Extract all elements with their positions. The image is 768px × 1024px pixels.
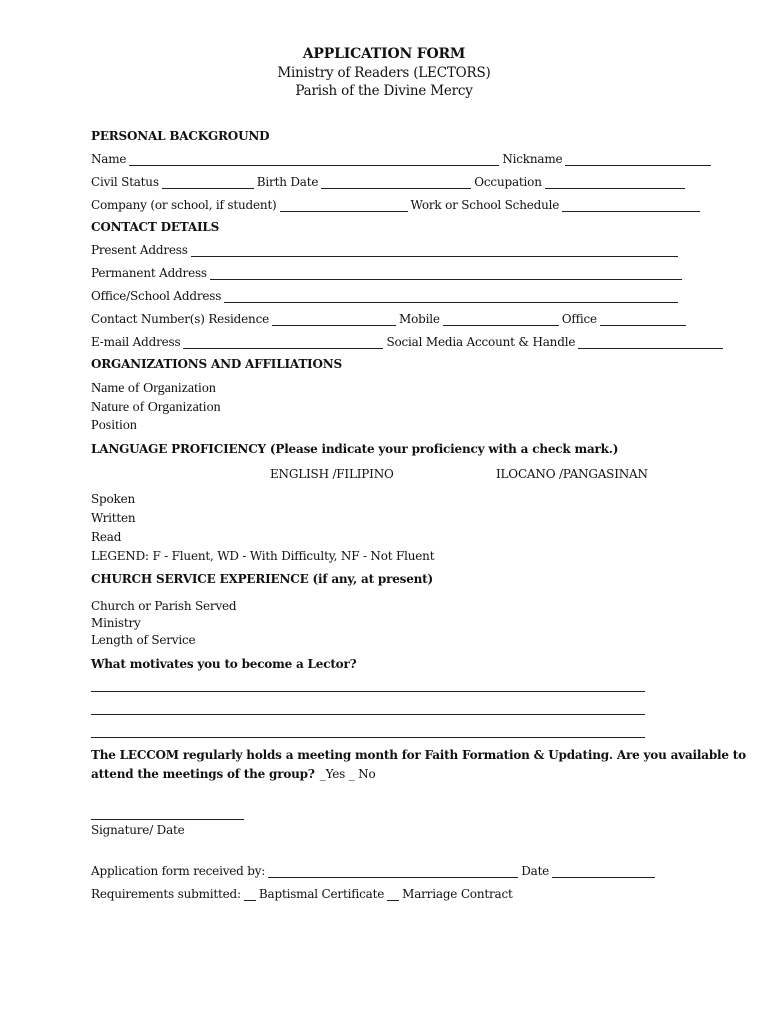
civil-status-label: Civil Status	[91, 175, 159, 189]
name-field[interactable]	[129, 154, 499, 166]
occupation-label: Occupation	[474, 175, 542, 189]
marriage-checkbox[interactable]	[387, 889, 399, 901]
received-date-label: Date	[521, 864, 550, 878]
motivation-answer-line-2[interactable]	[91, 714, 645, 715]
email-label: E-mail Address	[91, 335, 181, 349]
company-field[interactable]	[280, 200, 408, 212]
present-address-field[interactable]	[191, 245, 678, 257]
meeting-question-line-2-row	[91, 763, 375, 782]
written-label: Written	[91, 511, 136, 525]
contact-details-heading: CONTACT DETAILS	[91, 220, 220, 234]
requirements-row	[91, 887, 513, 901]
permanent-address-field[interactable]	[210, 268, 682, 280]
contact-residence-label: Contact Number(s) Residence	[91, 312, 269, 326]
spoken-label: Spoken	[91, 492, 136, 506]
permanent-address-row	[91, 266, 685, 280]
email-field[interactable]	[183, 337, 383, 349]
form-subtitle: Ministry of Readers (LECTORS)	[277, 65, 491, 81]
english-filipino-column: ENGLISH /FILIPINO	[270, 467, 394, 481]
church-served-label: Church or Parish Served	[91, 599, 237, 613]
proficiency-legend: LEGEND: F - Fluent, WD - With Difficulty, NF - Not Fluent	[91, 549, 435, 563]
schedule-label: Work or School Schedule	[410, 198, 560, 212]
nickname-label: Nickname	[502, 152, 563, 166]
mobile-label: Mobile	[399, 312, 440, 326]
signature-date-label: Signature/ Date	[91, 823, 185, 837]
social-media-field[interactable]	[578, 337, 723, 349]
present-address-row	[91, 243, 681, 257]
contact-number-row	[91, 312, 689, 326]
baptismal-checkbox[interactable]	[244, 889, 256, 901]
length-of-service-label: Length of Service	[91, 633, 196, 647]
civil-status-field[interactable]	[162, 177, 254, 189]
received-by-label: Application form received by:	[91, 864, 266, 878]
meeting-question-line-1: The LECCOM regularly holds a meeting month for Faith Formation & Updating. Are you available to	[91, 748, 746, 762]
meeting-yes-no-options[interactable]: _Yes _ No	[319, 767, 376, 781]
marriage-contract-label: Marriage Contract	[402, 887, 513, 901]
baptismal-certificate-label: Baptismal Certificate	[258, 887, 385, 901]
personal-background-heading: PERSONAL BACKGROUND	[91, 129, 270, 143]
received-by-field[interactable]	[268, 866, 518, 878]
language-heading: LANGUAGE PROFICIENCY (Please indicate your proficiency with a check mark.)	[91, 442, 619, 456]
social-media-label: Social Media Account & Handle	[386, 335, 576, 349]
motivation-answer-line-3[interactable]	[91, 737, 645, 738]
company-row	[91, 198, 703, 212]
company-label: Company (or school, if student)	[91, 198, 277, 212]
motivation-answer-line-1[interactable]	[91, 691, 645, 692]
parish-name: Parish of the Divine Mercy	[295, 83, 473, 99]
received-date-field[interactable]	[552, 866, 655, 878]
read-label: Read	[91, 530, 122, 544]
church-service-heading: CHURCH SERVICE EXPERIENCE (if any, at present)	[91, 572, 433, 586]
occupation-field[interactable]	[545, 177, 685, 189]
requirements-label: Requirements submitted:	[91, 887, 241, 901]
ilocano-pangasinan-column: ILOCANO /PANGASINAN	[496, 467, 648, 481]
received-by-row	[91, 864, 658, 878]
mobile-field[interactable]	[443, 314, 559, 326]
meeting-question-line-2: attend the meetings of the group?	[91, 767, 315, 781]
form-title: APPLICATION FORM	[302, 46, 466, 62]
email-row	[91, 335, 726, 349]
birth-date-label: Birth Date	[256, 175, 319, 189]
office-address-label: Office/School Address	[91, 289, 222, 303]
ministry-label: Ministry	[91, 616, 141, 630]
motivation-question: What motivates you to become a Lector?	[91, 657, 357, 671]
signature-line[interactable]	[91, 819, 244, 820]
civil-status-row	[91, 175, 688, 189]
office-address-field[interactable]	[224, 291, 678, 303]
name-row	[91, 152, 714, 166]
organizations-heading: ORGANIZATIONS AND AFFILIATIONS	[91, 357, 342, 371]
office-field[interactable]	[600, 314, 686, 326]
office-label: Office	[561, 312, 597, 326]
organization-nature-label: Nature of Organization	[91, 400, 221, 415]
nickname-field[interactable]	[565, 154, 711, 166]
birth-date-field[interactable]	[321, 177, 471, 189]
name-label: Name	[91, 152, 127, 166]
organization-position-label: Position	[91, 418, 137, 433]
present-address-label: Present Address	[91, 243, 188, 257]
schedule-field[interactable]	[562, 200, 700, 212]
permanent-address-label: Permanent Address	[91, 266, 207, 280]
contact-residence-field[interactable]	[272, 314, 396, 326]
office-address-row	[91, 289, 681, 303]
organization-name-label: Name of Organization	[91, 381, 216, 396]
